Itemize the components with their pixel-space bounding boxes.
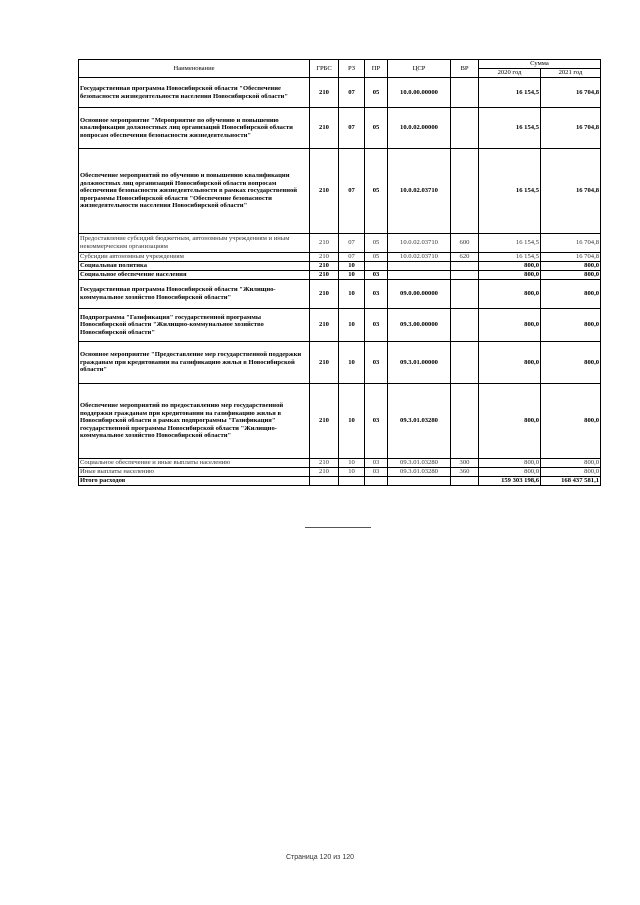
cell-name: Основное мероприятие "Предоставление мер государственной поддержки гражданам при кредитовании на газификацию жилья в Новосибирской области" <box>79 342 310 384</box>
cell-grbs: 210 <box>310 309 339 342</box>
table-row <box>79 253 601 262</box>
cell-vr <box>451 271 479 280</box>
cell-vr <box>451 384 479 459</box>
cell-name: Социальное обеспечение и иные выплаты населению <box>79 459 310 468</box>
cell-grbs: 210 <box>310 234 339 253</box>
cell-pr: 03 <box>365 468 388 477</box>
cell-pr: 05 <box>365 253 388 262</box>
cell-vr: 360 <box>451 468 479 477</box>
cell-grbs: 210 <box>310 253 339 262</box>
cell-csr: 10.0.02.03710 <box>388 253 451 262</box>
cell-sum-2020: 16 154,5 <box>479 234 541 253</box>
total-sum-2021: 168 437 581,1 <box>541 477 601 486</box>
cell-name: Социальная политика <box>79 262 310 271</box>
cell-sum-2020: 16 154,5 <box>479 253 541 262</box>
cell-sum-2020: 800,0 <box>479 384 541 459</box>
budget-table <box>78 59 601 486</box>
cell-sum-2021: 800,0 <box>541 459 601 468</box>
cell-sum-2020: 16 154,5 <box>479 149 541 234</box>
cell-csr: 09.3.01.00000 <box>388 342 451 384</box>
table-row <box>79 280 601 309</box>
cell-grbs: 210 <box>310 108 339 149</box>
total-empty-cell <box>310 477 339 486</box>
cell-csr: 10.0.02.03710 <box>388 234 451 253</box>
table-row <box>79 78 601 108</box>
cell-name: Предоставление субсидий бюджетным, автономным учреждениям и иным некоммерческим организациям <box>79 234 310 253</box>
table-row <box>79 262 601 271</box>
cell-grbs: 210 <box>310 271 339 280</box>
cell-vr <box>451 78 479 108</box>
cell-pr: 03 <box>365 342 388 384</box>
table-header <box>79 60 601 78</box>
header-csr: ЦСР <box>388 60 451 78</box>
cell-vr <box>451 262 479 271</box>
cell-sum-2021: 800,0 <box>541 468 601 477</box>
cell-csr: 09.3.01.03280 <box>388 468 451 477</box>
page-number: Страница 120 из 120 <box>285 854 355 861</box>
cell-name: Субсидии автономным учреждениям <box>79 253 310 262</box>
cell-sum-2021: 16 704,8 <box>541 234 601 253</box>
cell-rz: 10 <box>339 271 365 280</box>
cell-vr <box>451 108 479 149</box>
cell-pr: 05 <box>365 149 388 234</box>
header-pr: ПР <box>365 60 388 78</box>
cell-rz: 10 <box>339 459 365 468</box>
header-year-2021: 2021 год <box>541 69 601 78</box>
cell-sum-2021: 800,0 <box>541 271 601 280</box>
cell-vr <box>451 309 479 342</box>
total-label: Итого расходов <box>79 477 310 486</box>
cell-name: Обеспечение мероприятий по обучению и повышению квалификации должностных лиц организаций Новосибирской области вопросам обеспечения безопасности жизнедеятельности в рамках государственной программы Новосибирской области "Обеспечение безопасности жизнедеятельности населения Новосибирской области" <box>79 149 310 234</box>
cell-sum-2021: 16 704,8 <box>541 149 601 234</box>
cell-pr: 03 <box>365 309 388 342</box>
cell-name: Подпрограмма "Газификация" государственной программы Новосибирской области "Жилищно-коммунальное хозяйство Новосибирской области" <box>79 309 310 342</box>
cell-sum-2021: 800,0 <box>541 309 601 342</box>
total-sum-2020: 159 303 198,6 <box>479 477 541 486</box>
cell-rz: 10 <box>339 384 365 459</box>
cell-grbs: 210 <box>310 280 339 309</box>
cell-rz: 07 <box>339 108 365 149</box>
cell-pr: 05 <box>365 234 388 253</box>
header-name: Наименование <box>79 60 310 78</box>
cell-csr: 09.3.01.03280 <box>388 459 451 468</box>
cell-vr <box>451 149 479 234</box>
total-empty-cell <box>388 477 451 486</box>
cell-rz: 07 <box>339 234 365 253</box>
cell-sum-2020: 16 154,5 <box>479 108 541 149</box>
table-row <box>79 384 601 459</box>
cell-sum-2021: 800,0 <box>541 262 601 271</box>
header-vr: ВР <box>451 60 479 78</box>
cell-rz: 10 <box>339 309 365 342</box>
cell-name: Обеспечение мероприятий по предоставлению мер государственной поддержки гражданам при кредитовании на газификацию жилья в Новосибирской области в рамках подпрограммы "Газификация" государственной программы Новосибирской области "Жилищно-коммунальное хозяйство Новосибирской области" <box>79 384 310 459</box>
cell-vr <box>451 280 479 309</box>
cell-name: Иные выплаты населению <box>79 468 310 477</box>
cell-grbs: 210 <box>310 149 339 234</box>
cell-csr <box>388 271 451 280</box>
table-row <box>79 459 601 468</box>
table-row <box>79 468 601 477</box>
cell-pr: 05 <box>365 108 388 149</box>
table-body <box>79 78 601 486</box>
cell-sum-2020: 800,0 <box>479 468 541 477</box>
cell-pr: 03 <box>365 384 388 459</box>
table-row <box>79 342 601 384</box>
cell-sum-2021: 800,0 <box>541 280 601 309</box>
cell-csr: 09.3.00.00000 <box>388 309 451 342</box>
cell-grbs: 210 <box>310 384 339 459</box>
header-grbs: ГРБС <box>310 60 339 78</box>
cell-csr: 09.0.00.00000 <box>388 280 451 309</box>
cell-vr: 620 <box>451 253 479 262</box>
cell-pr: 03 <box>365 271 388 280</box>
cell-name: Социальное обеспечение населения <box>79 271 310 280</box>
cell-sum-2021: 16 704,8 <box>541 78 601 108</box>
cell-rz: 07 <box>339 253 365 262</box>
cell-grbs: 210 <box>310 342 339 384</box>
cell-vr <box>451 342 479 384</box>
table-row <box>79 234 601 253</box>
cell-sum-2021: 800,0 <box>541 342 601 384</box>
cell-name: Государственная программа Новосибирской области "Жилищно-коммунальное хозяйство Новосибирской области" <box>79 280 310 309</box>
table-row <box>79 108 601 149</box>
total-row <box>79 477 601 486</box>
cell-rz: 07 <box>339 78 365 108</box>
cell-csr: 10.0.02.03710 <box>388 149 451 234</box>
cell-vr: 300 <box>451 459 479 468</box>
cell-rz: 10 <box>339 468 365 477</box>
cell-grbs: 210 <box>310 78 339 108</box>
cell-csr <box>388 262 451 271</box>
header-sum: Сумма <box>479 60 601 69</box>
end-divider <box>305 527 371 528</box>
table-row <box>79 309 601 342</box>
cell-sum-2020: 800,0 <box>479 309 541 342</box>
cell-pr: 05 <box>365 78 388 108</box>
cell-vr: 600 <box>451 234 479 253</box>
cell-csr: 10.0.02.00000 <box>388 108 451 149</box>
cell-sum-2020: 800,0 <box>479 271 541 280</box>
cell-sum-2021: 16 704,8 <box>541 108 601 149</box>
cell-name: Основное мероприятие "Мероприятие по обучению и повышению квалификации должностных лиц организаций Новосибирской области вопросам обеспечения безопасности жизнедеятельности" <box>79 108 310 149</box>
cell-rz: 10 <box>339 280 365 309</box>
cell-sum-2020: 800,0 <box>479 342 541 384</box>
cell-rz: 10 <box>339 262 365 271</box>
cell-name: Государственная программа Новосибирской области "Обеспечение безопасности жизнедеятельности населения Новосибирской области" <box>79 78 310 108</box>
total-empty-cell <box>365 477 388 486</box>
cell-sum-2020: 16 154,5 <box>479 78 541 108</box>
cell-pr: 03 <box>365 280 388 309</box>
cell-sum-2021: 16 704,8 <box>541 253 601 262</box>
cell-sum-2020: 800,0 <box>479 262 541 271</box>
cell-pr <box>365 262 388 271</box>
total-empty-cell <box>451 477 479 486</box>
cell-rz: 07 <box>339 149 365 234</box>
cell-csr: 09.3.01.03280 <box>388 384 451 459</box>
cell-grbs: 210 <box>310 459 339 468</box>
cell-sum-2020: 800,0 <box>479 459 541 468</box>
table-row <box>79 149 601 234</box>
cell-pr: 03 <box>365 459 388 468</box>
cell-csr: 10.0.00.00000 <box>388 78 451 108</box>
table-row <box>79 271 601 280</box>
cell-grbs: 210 <box>310 262 339 271</box>
total-empty-cell <box>339 477 365 486</box>
cell-rz: 10 <box>339 342 365 384</box>
cell-grbs: 210 <box>310 468 339 477</box>
header-rz: РЗ <box>339 60 365 78</box>
cell-sum-2021: 800,0 <box>541 384 601 459</box>
cell-sum-2020: 800,0 <box>479 280 541 309</box>
header-year-2020: 2020 год <box>479 69 541 78</box>
